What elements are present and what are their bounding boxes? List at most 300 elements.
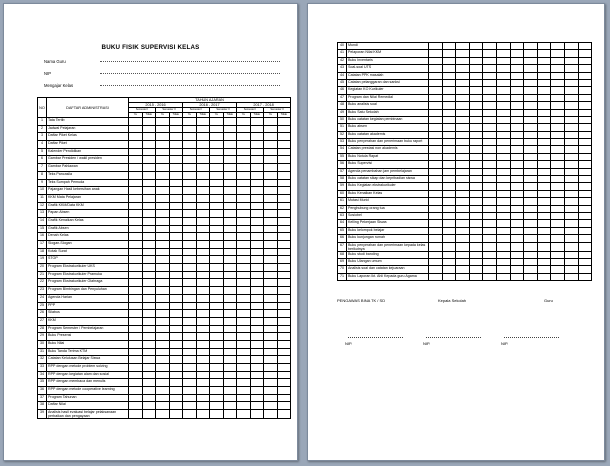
row-check-cell[interactable] bbox=[564, 50, 578, 57]
row-check-cell[interactable] bbox=[456, 72, 470, 79]
row-check-cell[interactable] bbox=[196, 402, 210, 410]
row-check-cell[interactable] bbox=[483, 227, 497, 234]
row-check-cell[interactable] bbox=[142, 133, 156, 141]
row-check-cell[interactable] bbox=[277, 340, 291, 348]
row-check-cell[interactable] bbox=[210, 248, 224, 256]
row-check-cell[interactable] bbox=[456, 79, 470, 86]
row-check-cell[interactable] bbox=[129, 371, 143, 379]
row-check-cell[interactable] bbox=[456, 258, 470, 265]
row-check-cell[interactable] bbox=[442, 212, 456, 219]
row-check-cell[interactable] bbox=[456, 43, 470, 50]
row-check-cell[interactable] bbox=[264, 164, 278, 172]
row-check-cell[interactable] bbox=[483, 176, 497, 183]
row-check-cell[interactable] bbox=[564, 57, 578, 64]
row-check-cell[interactable] bbox=[250, 333, 264, 341]
row-check-cell[interactable] bbox=[469, 198, 483, 205]
row-check-cell[interactable] bbox=[183, 164, 197, 172]
row-check-cell[interactable] bbox=[250, 402, 264, 410]
row-check-cell[interactable] bbox=[442, 176, 456, 183]
row-check-cell[interactable] bbox=[210, 264, 224, 272]
row-check-cell[interactable] bbox=[510, 168, 524, 175]
row-check-cell[interactable] bbox=[210, 233, 224, 241]
row-check-cell[interactable] bbox=[250, 156, 264, 164]
row-check-cell[interactable] bbox=[564, 109, 578, 116]
row-check-cell[interactable] bbox=[510, 57, 524, 64]
row-check-cell[interactable] bbox=[564, 183, 578, 190]
row-check-cell[interactable] bbox=[169, 310, 183, 318]
row-check-cell[interactable] bbox=[183, 364, 197, 372]
row-check-cell[interactable] bbox=[142, 302, 156, 310]
row-check-cell[interactable] bbox=[223, 210, 237, 218]
row-check-cell[interactable] bbox=[183, 179, 197, 187]
row-check-cell[interactable] bbox=[469, 124, 483, 131]
row-check-cell[interactable] bbox=[456, 220, 470, 227]
row-check-cell[interactable] bbox=[578, 94, 592, 101]
row-check-cell[interactable] bbox=[264, 141, 278, 149]
row-check-cell[interactable] bbox=[551, 168, 565, 175]
row-check-cell[interactable] bbox=[537, 102, 551, 109]
row-check-cell[interactable] bbox=[169, 271, 183, 279]
row-check-cell[interactable] bbox=[237, 364, 251, 372]
row-check-cell[interactable] bbox=[156, 379, 170, 387]
row-check-cell[interactable] bbox=[537, 235, 551, 242]
row-check-cell[interactable] bbox=[510, 72, 524, 79]
row-check-cell[interactable] bbox=[429, 176, 443, 183]
row-check-cell[interactable] bbox=[129, 356, 143, 364]
row-check-cell[interactable] bbox=[264, 402, 278, 410]
row-check-cell[interactable] bbox=[469, 50, 483, 57]
row-check-cell[interactable] bbox=[442, 183, 456, 190]
row-check-cell[interactable] bbox=[169, 387, 183, 395]
row-check-cell[interactable] bbox=[264, 317, 278, 325]
row-check-cell[interactable] bbox=[196, 248, 210, 256]
row-check-cell[interactable] bbox=[142, 379, 156, 387]
row-check-cell[interactable] bbox=[442, 131, 456, 138]
row-check-cell[interactable] bbox=[537, 190, 551, 197]
row-check-cell[interactable] bbox=[469, 251, 483, 258]
row-check-cell[interactable] bbox=[129, 279, 143, 287]
row-check-cell[interactable] bbox=[524, 124, 538, 131]
row-check-cell[interactable] bbox=[496, 72, 510, 79]
row-check-cell[interactable] bbox=[210, 402, 224, 410]
row-check-cell[interactable] bbox=[142, 233, 156, 241]
row-check-cell[interactable] bbox=[183, 133, 197, 141]
row-check-cell[interactable] bbox=[183, 340, 197, 348]
row-check-cell[interactable] bbox=[551, 235, 565, 242]
row-check-cell[interactable] bbox=[578, 220, 592, 227]
row-check-cell[interactable] bbox=[578, 235, 592, 242]
row-check-cell[interactable] bbox=[250, 225, 264, 233]
row-check-cell[interactable] bbox=[564, 79, 578, 86]
row-check-cell[interactable] bbox=[250, 256, 264, 264]
row-check-cell[interactable] bbox=[524, 146, 538, 153]
row-check-cell[interactable] bbox=[578, 205, 592, 212]
row-check-cell[interactable] bbox=[210, 410, 224, 419]
row-check-cell[interactable] bbox=[510, 235, 524, 242]
row-check-cell[interactable] bbox=[429, 153, 443, 160]
row-check-cell[interactable] bbox=[537, 87, 551, 94]
row-check-cell[interactable] bbox=[277, 356, 291, 364]
row-check-cell[interactable] bbox=[169, 187, 183, 195]
row-check-cell[interactable] bbox=[250, 248, 264, 256]
row-check-cell[interactable] bbox=[429, 116, 443, 123]
row-check-cell[interactable] bbox=[277, 194, 291, 202]
row-check-cell[interactable] bbox=[237, 225, 251, 233]
row-check-cell[interactable] bbox=[237, 379, 251, 387]
row-check-cell[interactable] bbox=[483, 266, 497, 273]
row-check-cell[interactable] bbox=[210, 125, 224, 133]
row-check-cell[interactable] bbox=[142, 179, 156, 187]
row-check-cell[interactable] bbox=[142, 310, 156, 318]
row-check-cell[interactable] bbox=[129, 364, 143, 372]
row-check-cell[interactable] bbox=[537, 57, 551, 64]
row-check-cell[interactable] bbox=[524, 183, 538, 190]
row-check-cell[interactable] bbox=[237, 202, 251, 210]
row-check-cell[interactable] bbox=[264, 233, 278, 241]
row-check-cell[interactable] bbox=[210, 317, 224, 325]
row-check-cell[interactable] bbox=[129, 133, 143, 141]
row-check-cell[interactable] bbox=[250, 118, 264, 126]
row-check-cell[interactable] bbox=[442, 94, 456, 101]
row-check-cell[interactable] bbox=[510, 79, 524, 86]
row-check-cell[interactable] bbox=[237, 356, 251, 364]
row-check-cell[interactable] bbox=[456, 183, 470, 190]
row-check-cell[interactable] bbox=[496, 227, 510, 234]
row-check-cell[interactable] bbox=[142, 141, 156, 149]
row-check-cell[interactable] bbox=[210, 179, 224, 187]
row-check-cell[interactable] bbox=[469, 273, 483, 280]
row-check-cell[interactable] bbox=[142, 410, 156, 419]
row-check-cell[interactable] bbox=[223, 394, 237, 402]
row-check-cell[interactable] bbox=[264, 364, 278, 372]
row-check-cell[interactable] bbox=[169, 233, 183, 241]
row-check-cell[interactable] bbox=[429, 102, 443, 109]
row-check-cell[interactable] bbox=[578, 212, 592, 219]
row-check-cell[interactable] bbox=[524, 251, 538, 258]
row-check-cell[interactable] bbox=[223, 125, 237, 133]
row-check-cell[interactable] bbox=[169, 241, 183, 249]
row-check-cell[interactable] bbox=[469, 258, 483, 265]
row-check-cell[interactable] bbox=[183, 279, 197, 287]
row-check-cell[interactable] bbox=[250, 371, 264, 379]
row-check-cell[interactable] bbox=[142, 125, 156, 133]
row-check-cell[interactable] bbox=[483, 161, 497, 168]
row-check-cell[interactable] bbox=[210, 202, 224, 210]
row-check-cell[interactable] bbox=[196, 410, 210, 419]
row-check-cell[interactable] bbox=[277, 371, 291, 379]
row-check-cell[interactable] bbox=[564, 94, 578, 101]
row-check-cell[interactable] bbox=[483, 220, 497, 227]
row-check-cell[interactable] bbox=[469, 146, 483, 153]
row-check-cell[interactable] bbox=[183, 287, 197, 295]
row-check-cell[interactable] bbox=[250, 148, 264, 156]
row-check-cell[interactable] bbox=[156, 202, 170, 210]
row-check-cell[interactable] bbox=[183, 402, 197, 410]
row-check-cell[interactable] bbox=[578, 87, 592, 94]
row-check-cell[interactable] bbox=[442, 258, 456, 265]
row-check-cell[interactable] bbox=[429, 251, 443, 258]
row-check-cell[interactable] bbox=[237, 387, 251, 395]
row-check-cell[interactable] bbox=[237, 287, 251, 295]
row-check-cell[interactable] bbox=[456, 212, 470, 219]
row-check-cell[interactable] bbox=[551, 266, 565, 273]
row-check-cell[interactable] bbox=[223, 340, 237, 348]
row-check-cell[interactable] bbox=[277, 310, 291, 318]
row-check-cell[interactable] bbox=[564, 251, 578, 258]
row-check-cell[interactable] bbox=[196, 217, 210, 225]
row-check-cell[interactable] bbox=[129, 171, 143, 179]
row-check-cell[interactable] bbox=[429, 235, 443, 242]
row-check-cell[interactable] bbox=[537, 43, 551, 50]
row-check-cell[interactable] bbox=[223, 287, 237, 295]
row-check-cell[interactable] bbox=[223, 225, 237, 233]
row-check-cell[interactable] bbox=[524, 153, 538, 160]
row-check-cell[interactable] bbox=[456, 116, 470, 123]
row-check-cell[interactable] bbox=[578, 242, 592, 251]
row-check-cell[interactable] bbox=[196, 364, 210, 372]
row-check-cell[interactable] bbox=[551, 190, 565, 197]
row-check-cell[interactable] bbox=[250, 210, 264, 218]
row-check-cell[interactable] bbox=[429, 146, 443, 153]
row-check-cell[interactable] bbox=[196, 194, 210, 202]
row-check-cell[interactable] bbox=[456, 251, 470, 258]
row-check-cell[interactable] bbox=[250, 202, 264, 210]
row-check-cell[interactable] bbox=[524, 273, 538, 280]
row-check-cell[interactable] bbox=[156, 356, 170, 364]
row-check-cell[interactable] bbox=[551, 43, 565, 50]
row-check-cell[interactable] bbox=[510, 116, 524, 123]
row-check-cell[interactable] bbox=[510, 251, 524, 258]
row-check-cell[interactable] bbox=[237, 148, 251, 156]
row-check-cell[interactable] bbox=[156, 194, 170, 202]
row-check-cell[interactable] bbox=[524, 266, 538, 273]
row-check-cell[interactable] bbox=[469, 183, 483, 190]
row-check-cell[interactable] bbox=[483, 79, 497, 86]
row-check-cell[interactable] bbox=[196, 233, 210, 241]
row-check-cell[interactable] bbox=[510, 109, 524, 116]
row-check-cell[interactable] bbox=[429, 198, 443, 205]
row-check-cell[interactable] bbox=[223, 241, 237, 249]
row-check-cell[interactable] bbox=[156, 225, 170, 233]
row-check-cell[interactable] bbox=[250, 340, 264, 348]
row-check-cell[interactable] bbox=[483, 72, 497, 79]
row-check-cell[interactable] bbox=[429, 258, 443, 265]
row-check-cell[interactable] bbox=[196, 133, 210, 141]
row-check-cell[interactable] bbox=[142, 202, 156, 210]
row-check-cell[interactable] bbox=[483, 198, 497, 205]
row-check-cell[interactable] bbox=[237, 256, 251, 264]
row-check-cell[interactable] bbox=[210, 325, 224, 333]
row-check-cell[interactable] bbox=[250, 171, 264, 179]
row-check-cell[interactable] bbox=[564, 153, 578, 160]
row-check-cell[interactable] bbox=[223, 148, 237, 156]
row-check-cell[interactable] bbox=[210, 156, 224, 164]
row-check-cell[interactable] bbox=[223, 310, 237, 318]
row-check-cell[interactable] bbox=[142, 287, 156, 295]
row-check-cell[interactable] bbox=[156, 179, 170, 187]
row-check-cell[interactable] bbox=[169, 118, 183, 126]
row-check-cell[interactable] bbox=[564, 198, 578, 205]
row-check-cell[interactable] bbox=[142, 333, 156, 341]
row-check-cell[interactable] bbox=[196, 302, 210, 310]
row-check-cell[interactable] bbox=[264, 225, 278, 233]
row-check-cell[interactable] bbox=[183, 210, 197, 218]
row-check-cell[interactable] bbox=[551, 242, 565, 251]
row-check-cell[interactable] bbox=[210, 256, 224, 264]
row-check-cell[interactable] bbox=[142, 348, 156, 356]
row-check-cell[interactable] bbox=[237, 171, 251, 179]
row-check-cell[interactable] bbox=[483, 102, 497, 109]
row-check-cell[interactable] bbox=[496, 212, 510, 219]
row-check-cell[interactable] bbox=[277, 287, 291, 295]
row-check-cell[interactable] bbox=[264, 217, 278, 225]
row-check-cell[interactable] bbox=[223, 371, 237, 379]
row-check-cell[interactable] bbox=[429, 124, 443, 131]
row-check-cell[interactable] bbox=[210, 348, 224, 356]
row-check-cell[interactable] bbox=[210, 387, 224, 395]
row-check-cell[interactable] bbox=[142, 194, 156, 202]
row-check-cell[interactable] bbox=[510, 212, 524, 219]
row-check-cell[interactable] bbox=[223, 379, 237, 387]
row-check-cell[interactable] bbox=[564, 116, 578, 123]
row-check-cell[interactable] bbox=[429, 94, 443, 101]
row-check-cell[interactable] bbox=[196, 310, 210, 318]
row-check-cell[interactable] bbox=[551, 205, 565, 212]
row-check-cell[interactable] bbox=[510, 50, 524, 57]
row-check-cell[interactable] bbox=[156, 402, 170, 410]
row-check-cell[interactable] bbox=[142, 402, 156, 410]
row-check-cell[interactable] bbox=[442, 102, 456, 109]
row-check-cell[interactable] bbox=[210, 217, 224, 225]
row-check-cell[interactable] bbox=[264, 264, 278, 272]
row-check-cell[interactable] bbox=[237, 156, 251, 164]
row-check-cell[interactable] bbox=[578, 153, 592, 160]
row-check-cell[interactable] bbox=[237, 179, 251, 187]
row-check-cell[interactable] bbox=[129, 194, 143, 202]
row-check-cell[interactable] bbox=[496, 198, 510, 205]
row-check-cell[interactable] bbox=[564, 242, 578, 251]
row-check-cell[interactable] bbox=[156, 364, 170, 372]
row-check-cell[interactable] bbox=[183, 317, 197, 325]
row-check-cell[interactable] bbox=[277, 164, 291, 172]
row-check-cell[interactable] bbox=[156, 371, 170, 379]
row-check-cell[interactable] bbox=[442, 116, 456, 123]
row-check-cell[interactable] bbox=[442, 57, 456, 64]
row-check-cell[interactable] bbox=[456, 227, 470, 234]
row-check-cell[interactable] bbox=[564, 43, 578, 50]
row-check-cell[interactable] bbox=[210, 364, 224, 372]
row-check-cell[interactable] bbox=[578, 190, 592, 197]
row-check-cell[interactable] bbox=[537, 50, 551, 57]
row-check-cell[interactable] bbox=[564, 72, 578, 79]
row-check-cell[interactable] bbox=[442, 266, 456, 273]
row-check-cell[interactable] bbox=[142, 340, 156, 348]
row-check-cell[interactable] bbox=[510, 266, 524, 273]
row-check-cell[interactable] bbox=[183, 141, 197, 149]
row-check-cell[interactable] bbox=[142, 217, 156, 225]
row-check-cell[interactable] bbox=[183, 148, 197, 156]
row-check-cell[interactable] bbox=[142, 371, 156, 379]
row-check-cell[interactable] bbox=[169, 202, 183, 210]
row-check-cell[interactable] bbox=[129, 264, 143, 272]
row-check-cell[interactable] bbox=[264, 356, 278, 364]
row-check-cell[interactable] bbox=[156, 287, 170, 295]
row-check-cell[interactable] bbox=[277, 202, 291, 210]
row-check-cell[interactable] bbox=[469, 242, 483, 251]
row-check-cell[interactable] bbox=[442, 72, 456, 79]
row-check-cell[interactable] bbox=[129, 118, 143, 126]
row-check-cell[interactable] bbox=[169, 325, 183, 333]
row-check-cell[interactable] bbox=[578, 198, 592, 205]
row-check-cell[interactable] bbox=[429, 183, 443, 190]
row-check-cell[interactable] bbox=[578, 168, 592, 175]
row-check-cell[interactable] bbox=[169, 340, 183, 348]
row-check-cell[interactable] bbox=[196, 279, 210, 287]
row-check-cell[interactable] bbox=[510, 227, 524, 234]
row-check-cell[interactable] bbox=[129, 310, 143, 318]
row-check-cell[interactable] bbox=[156, 333, 170, 341]
row-check-cell[interactable] bbox=[510, 161, 524, 168]
row-check-cell[interactable] bbox=[469, 65, 483, 72]
row-check-cell[interactable] bbox=[277, 241, 291, 249]
row-check-cell[interactable] bbox=[129, 225, 143, 233]
row-check-cell[interactable] bbox=[142, 210, 156, 218]
row-check-cell[interactable] bbox=[169, 194, 183, 202]
row-check-cell[interactable] bbox=[237, 248, 251, 256]
row-check-cell[interactable] bbox=[250, 233, 264, 241]
row-check-cell[interactable] bbox=[496, 168, 510, 175]
row-check-cell[interactable] bbox=[156, 141, 170, 149]
row-check-cell[interactable] bbox=[277, 148, 291, 156]
row-check-cell[interactable] bbox=[537, 168, 551, 175]
row-check-cell[interactable] bbox=[469, 102, 483, 109]
row-check-cell[interactable] bbox=[456, 109, 470, 116]
row-check-cell[interactable] bbox=[483, 116, 497, 123]
row-check-cell[interactable] bbox=[169, 279, 183, 287]
row-check-cell[interactable] bbox=[510, 94, 524, 101]
row-check-cell[interactable] bbox=[156, 264, 170, 272]
row-check-cell[interactable] bbox=[564, 65, 578, 72]
row-check-cell[interactable] bbox=[578, 102, 592, 109]
row-check-cell[interactable] bbox=[456, 87, 470, 94]
row-check-cell[interactable] bbox=[510, 176, 524, 183]
row-check-cell[interactable] bbox=[142, 364, 156, 372]
row-check-cell[interactable] bbox=[496, 50, 510, 57]
row-check-cell[interactable] bbox=[250, 264, 264, 272]
row-check-cell[interactable] bbox=[578, 109, 592, 116]
row-check-cell[interactable] bbox=[564, 227, 578, 234]
row-check-cell[interactable] bbox=[223, 141, 237, 149]
row-check-cell[interactable] bbox=[277, 387, 291, 395]
row-check-cell[interactable] bbox=[277, 364, 291, 372]
row-check-cell[interactable] bbox=[564, 176, 578, 183]
row-check-cell[interactable] bbox=[578, 79, 592, 86]
row-check-cell[interactable] bbox=[250, 187, 264, 195]
row-check-cell[interactable] bbox=[524, 220, 538, 227]
row-check-cell[interactable] bbox=[264, 118, 278, 126]
row-check-cell[interactable] bbox=[264, 256, 278, 264]
row-check-cell[interactable] bbox=[469, 227, 483, 234]
row-check-cell[interactable] bbox=[537, 258, 551, 265]
row-check-cell[interactable] bbox=[551, 183, 565, 190]
row-check-cell[interactable] bbox=[551, 258, 565, 265]
row-check-cell[interactable] bbox=[456, 273, 470, 280]
row-check-cell[interactable] bbox=[156, 210, 170, 218]
row-check-cell[interactable] bbox=[183, 118, 197, 126]
row-check-cell[interactable] bbox=[223, 187, 237, 195]
row-check-cell[interactable] bbox=[156, 248, 170, 256]
row-check-cell[interactable] bbox=[142, 225, 156, 233]
